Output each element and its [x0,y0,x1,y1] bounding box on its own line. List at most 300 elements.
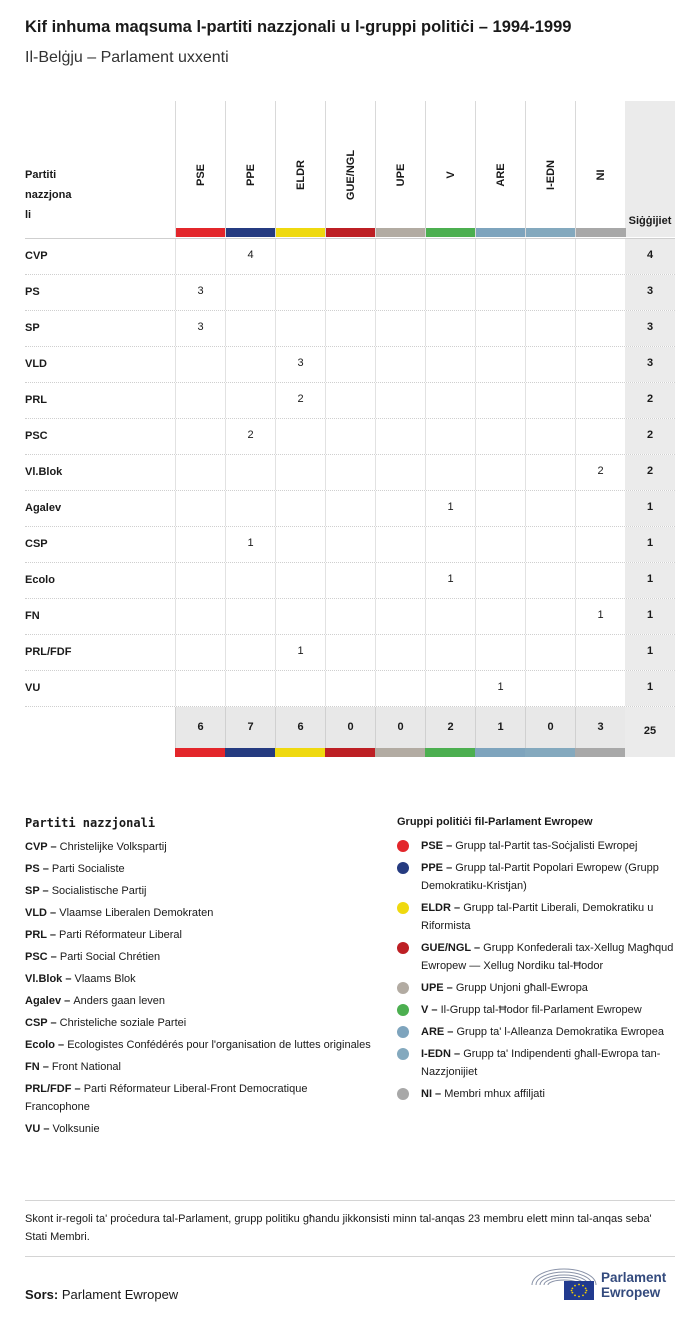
seat-cell [475,563,525,598]
seat-cell [175,239,225,274]
group-color-bar [576,228,626,237]
seat-cell [325,383,375,418]
group-total: 6 [175,707,225,748]
group-full-name: Grupp tal-Partit tas-Soċjalisti Ewropej [455,840,638,852]
party-legend-item: CVP – Christelijke Volkspartij [25,841,167,853]
party-code: VLD [25,907,47,919]
seat-cell [275,491,325,526]
party-full-name: Parti Réformateur Liberal [59,929,182,941]
seat-cell [475,383,525,418]
seat-cell: 3 [175,311,225,346]
row-total: 3 [625,275,675,310]
group-code-label: V [445,171,457,179]
group-legend-item: PPE – Grupp tal-Partit Popolari Ewropew (Grupp Demokratiku-Kristjan) [397,859,682,895]
group-color-bar [425,748,475,757]
group-code: NI [421,1088,432,1100]
party-legend-item: VLD – Vlaamse Liberalen Demokraten [25,907,214,919]
party-full-name: Socialistische Partij [51,885,147,897]
seat-cell: 1 [425,491,475,526]
seat-cell [525,491,575,526]
table-row [25,491,675,527]
seat-cell: 1 [275,635,325,670]
row-total: 1 [625,635,675,670]
party-code: PSC [25,951,48,963]
seat-cell [175,563,225,598]
party-name: PRL [25,394,47,406]
seat-cell [575,419,625,454]
seat-cell [325,347,375,382]
group-code-label: ARE [495,163,507,187]
seat-cell [325,491,375,526]
table-row [25,419,675,455]
seat-cell [225,455,275,490]
seat-cell [575,275,625,310]
seat-cell [525,419,575,454]
group-code: I-EDN [421,1048,451,1060]
seat-cell [325,635,375,670]
seat-cell [375,563,425,598]
table-row [25,671,675,707]
row-total: 1 [625,671,675,706]
seat-cell [275,311,325,346]
seat-cell [225,311,275,346]
group-legend-item: PSE – Grupp tal-Partit tas-Soċjalisti Ewropej [397,837,682,855]
seat-cell [475,455,525,490]
party-name: SP [25,322,40,334]
group-color-dot [397,1004,409,1016]
seat-cell [275,239,325,274]
seat-cell: 3 [275,347,325,382]
seat-cell [325,671,375,706]
seat-cell [575,311,625,346]
group-total: 6 [275,707,325,748]
seat-cell [375,311,425,346]
party-code: Vl.Blok [25,973,63,985]
seat-cell: 1 [475,671,525,706]
seat-cell [375,527,425,562]
group-total: 7 [225,707,275,748]
page-title: Kif inhuma maqsuma l-partiti nazzjonali u l-gruppi politiċi – 1994-1999 [25,18,572,36]
group-full-name: Grupp ta' Indipendenti għall-Ewropa tan-Nazzjonijiet [421,1048,661,1078]
seat-cell [375,455,425,490]
group-color-dot [397,902,409,914]
group-total: 1 [475,707,525,748]
seat-cell [175,671,225,706]
seat-cell [525,635,575,670]
group-color-bar [226,228,276,237]
seat-cell [525,563,575,598]
party-code: SP [25,885,40,897]
party-legend [25,816,375,1142]
seat-cell [475,491,525,526]
party-legend-item: SP – Socialistische Partij [25,885,147,897]
seat-cell [175,455,225,490]
row-total: 1 [625,527,675,562]
group-color-bar [326,228,376,237]
table-row [25,527,675,563]
party-code: Ecolo [25,1039,55,1051]
group-column-header [575,101,626,237]
table-body [25,239,675,707]
party-name: CSP [25,538,48,550]
party-full-name: Ecologistes Confédérés pour l'organisation de luttes originales [67,1039,371,1051]
footnote: Skont ir-regoli ta' proċedura tal-Parlament, grupp politiku għandu jikkonsisti minn tal-anqas 23 membru elett minn tal-anqas seba' Stati Membri. [25,1200,675,1257]
group-code-label: UPE [395,163,407,187]
distribution-table [25,101,675,757]
party-legend-list [25,838,375,1138]
group-column-header [425,101,476,237]
group-code-label: I-EDN [545,160,557,190]
group-color-bar [475,748,525,757]
table-row [25,599,675,635]
row-total: 3 [625,311,675,346]
party-legend-item: CSP – Christeliche soziale Partei [25,1017,187,1029]
group-legend-item: NI – Membri mhux affiljati [397,1085,682,1103]
group-color-bar [525,748,575,757]
seat-cell [575,347,625,382]
group-color-dot [397,942,409,954]
party-code: Agalev [25,995,62,1007]
party-name: VU [25,682,41,694]
group-code-label: ELDR [295,160,307,190]
party-legend-item: PSC – Parti Social Chrétien [25,951,161,963]
group-color-dot [397,862,409,874]
seat-cell: 2 [575,455,625,490]
page-subtitle: Il-Belġju – Parlament uxxenti [25,49,229,66]
seat-cell [575,239,625,274]
party-legend-title: Partiti nazzjonali [25,816,156,830]
party-full-name: Parti Socialiste [51,863,125,875]
seat-cell [325,419,375,454]
party-name: Agalev [25,502,62,514]
seat-cell: 3 [175,275,225,310]
seat-cell [525,455,575,490]
seat-cell [225,599,275,634]
table-row [25,347,675,383]
source-line [25,1287,178,1302]
group-column-header [225,101,276,237]
seat-cell [425,239,475,274]
group-column-header [375,101,426,237]
party-code: FN [25,1061,40,1073]
seat-cell [525,599,575,634]
party-legend-item: Ecolo – Ecologistes Confédérés pour l'organisation de luttes originales [25,1039,371,1051]
party-full-name: Christelijke Volkspartij [59,841,167,853]
group-code-label: PPE [245,163,257,187]
seat-cell [525,383,575,418]
party-full-name: Christeliche soziale Partei [59,1017,187,1029]
group-total: 3 [575,707,625,748]
logo-line-1: Parlament [601,1270,667,1285]
party-name: FN [25,610,40,622]
group-code-label: GUE/NGL [345,149,357,201]
seat-cell [375,347,425,382]
seat-cell [325,311,375,346]
seat-cell [275,275,325,310]
group-full-name: Il-Grupp tal-Ħodor fil-Parlament Ewropew [440,1004,642,1016]
seat-cell [425,671,475,706]
seat-cell [175,419,225,454]
party-name: PS [25,286,40,298]
group-legend-title: Gruppi politiċi fil-Parlament Ewropew [397,816,593,828]
seat-cell: 4 [225,239,275,274]
seat-cell [575,491,625,526]
group-color-bar [575,748,625,757]
seat-cell: 1 [225,527,275,562]
group-code: ARE [421,1026,445,1038]
seat-cell [525,347,575,382]
seat-cell [575,635,625,670]
party-full-name: Volksunie [52,1123,100,1135]
group-color-dot [397,1088,409,1100]
group-color-dot [397,840,409,852]
party-full-name: Vlaamse Liberalen Demokraten [59,907,214,919]
seat-cell [475,635,525,670]
group-color-bar [225,748,275,757]
group-legend-item: UPE – Grupp Unjoni għall-Ewropa [397,979,682,997]
group-total: 0 [325,707,375,748]
seat-cell [325,563,375,598]
seat-cell [225,671,275,706]
group-column-header [275,101,326,237]
group-total: 0 [525,707,575,748]
group-color-bar [476,228,526,237]
party-full-name: Vlaams Blok [74,973,136,985]
group-full-name: Grupp tal-Partit Liberali, Demokratiku u Riformista [421,902,654,932]
seat-cell [375,383,425,418]
seat-cell [225,275,275,310]
party-legend-item: Vl.Blok – Vlaams Blok [25,973,136,985]
party-code: PRL [25,929,47,941]
party-full-name: Anders gaan leven [73,995,166,1007]
table-row [25,311,675,347]
seat-cell [425,311,475,346]
seat-cell [325,239,375,274]
seat-cell [275,527,325,562]
group-column-header [525,101,576,237]
party-legend-item: Agalev – Anders gaan leven [25,995,166,1007]
parliament-logo [530,1263,680,1301]
source-value: Parlament Ewropew [61,1287,179,1302]
group-color-dot [397,1026,409,1038]
seats-header-label: Siġġijiet [628,215,672,227]
group-legend-item: ARE – Grupp ta' l-Alleanza Demokratika Ewropea [397,1023,682,1041]
group-full-name: Grupp ta' l-Alleanza Demokratika Ewropea [456,1026,664,1038]
table-row [25,455,675,491]
seat-cell [525,311,575,346]
seat-cell [375,239,425,274]
group-code: PSE [421,840,444,852]
seat-cell [325,599,375,634]
seat-cell [375,491,425,526]
group-color-bar [426,228,476,237]
group-code: UPE [421,982,444,994]
group-color-bar [176,228,226,237]
seat-cell [275,599,325,634]
row-total: 2 [625,455,675,490]
party-full-name: Parti Social Chrétien [59,951,161,963]
seat-cell [375,671,425,706]
seat-cell [425,599,475,634]
party-legend-item: PS – Parti Socialiste [25,863,125,875]
seat-cell [475,527,525,562]
seat-cell [275,563,325,598]
logo-line-2: Ewropew [601,1285,661,1300]
seat-cell [325,527,375,562]
seat-cell [225,347,275,382]
seat-cell [325,455,375,490]
group-color-bar [376,228,426,237]
seat-cell [175,383,225,418]
seat-cell [475,311,525,346]
group-color-bar [175,748,225,757]
seat-cell [375,599,425,634]
party-code: PS [25,863,40,875]
group-full-name: Grupp Konfederali tax-Xellug Magħqud Ewropew — Xellug Nordiku tal-Ħodor [421,942,674,972]
group-legend-item: GUE/NGL – Grupp Konfederali tax-Xellug Magħqud Ewropew — Xellug Nordiku tal-Ħodor [397,939,682,975]
row-total: 2 [625,419,675,454]
party-name: PSC [25,430,48,442]
party-legend-item: PRL – Parti Réformateur Liberal [25,929,182,941]
group-legend-item: V – Il-Grupp tal-Ħodor fil-Parlament Ewropew [397,1001,682,1019]
party-name: Vl.Blok [25,466,63,478]
seat-cell [575,671,625,706]
row-total: 4 [625,239,675,274]
group-color-dot [397,1048,409,1060]
party-code: CVP [25,841,48,853]
seat-cell [525,239,575,274]
party-name: PRL/FDF [25,646,72,658]
totals-row [25,707,675,757]
party-legend-item: PRL/FDF – Parti Réformateur Liberal-Front Democratique Francophone [25,1083,308,1113]
table-row [25,563,675,599]
seat-cell [225,383,275,418]
table-row [25,275,675,311]
seat-cell [425,275,475,310]
group-full-name: Grupp Unjoni għall-Ewropa [455,982,588,994]
group-legend-list [397,837,682,1103]
seat-cell [575,563,625,598]
seat-cell [275,419,325,454]
group-total: 2 [425,707,475,748]
table-header [25,101,675,239]
seat-cell [375,275,425,310]
seats-column-header [625,101,675,237]
group-code: GUE/NGL [421,942,471,954]
source-label: Sors: [25,1287,59,1302]
seat-cell [575,527,625,562]
group-color-bar [276,228,326,237]
seat-cell: 2 [275,383,325,418]
group-code: PPE [421,862,444,874]
seat-cell [325,275,375,310]
seat-cell [225,635,275,670]
seat-cell [525,275,575,310]
group-code-label: PSE [195,163,207,187]
seat-cell [175,527,225,562]
group-column-header [475,101,526,237]
party-code: CSP [25,1017,48,1029]
group-legend-item: I-EDN – Grupp ta' Indipendenti għall-Ewropa tan-Nazzjonijiet [397,1045,682,1081]
group-code: V [421,1004,429,1016]
party-code: VU [25,1123,41,1135]
seat-cell [275,671,325,706]
seat-cell [425,635,475,670]
group-legend-item: ELDR – Grupp tal-Partit Liberali, Demokratiku u Riformista [397,899,682,935]
seat-cell [175,491,225,526]
group-color-dot [397,982,409,994]
seat-cell [425,455,475,490]
party-column-header: Partiti nazzjona li [25,169,72,221]
group-color-bar [526,228,576,237]
table-row [25,635,675,671]
group-color-bar [325,748,375,757]
party-code: PRL/FDF [25,1083,72,1095]
row-total: 1 [625,599,675,634]
party-full-name: Front National [51,1061,121,1073]
seat-cell [575,383,625,418]
party-legend-item: VU – Volksunie [25,1123,100,1135]
group-legend [397,816,682,1107]
party-name: VLD [25,358,47,370]
seat-cell [475,239,525,274]
seat-cell: 2 [225,419,275,454]
table-row [25,383,675,419]
group-color-bar [275,748,325,757]
row-total: 1 [625,491,675,526]
hemicycle-icon [530,1263,598,1301]
group-total: 0 [375,707,425,748]
seat-cell [475,419,525,454]
seat-cell: 1 [575,599,625,634]
row-total: 2 [625,383,675,418]
seat-cell [175,599,225,634]
seat-cell [425,419,475,454]
group-code-label: NI [595,169,607,181]
seat-cell: 1 [425,563,475,598]
seat-cell [175,347,225,382]
seat-cell [225,563,275,598]
row-total: 3 [625,347,675,382]
seat-cell [475,599,525,634]
seat-cell [375,419,425,454]
group-full-name: Membri mhux affiljati [444,1088,545,1100]
group-column-header [325,101,376,237]
group-code: ELDR [421,902,451,914]
table-row [25,239,675,275]
group-color-bar [375,748,425,757]
party-name: Ecolo [25,574,55,586]
seat-cell [425,383,475,418]
seat-cell [425,527,475,562]
seat-cell [425,347,475,382]
party-legend-item: FN – Front National [25,1061,121,1073]
seat-cell [175,635,225,670]
seat-cell [525,527,575,562]
seat-cell [375,635,425,670]
grand-total: 25 [625,707,675,757]
group-column-header [175,101,226,237]
seat-cell [475,347,525,382]
seat-cell [525,671,575,706]
group-full-name: Grupp tal-Partit Popolari Ewropew (Grupp Demokratiku-Kristjan) [421,862,659,892]
seat-cell [475,275,525,310]
row-total: 1 [625,563,675,598]
seat-cell [275,455,325,490]
party-full-name: Parti Réformateur Liberal-Front Democratique Francophone [25,1083,308,1113]
party-name: CVP [25,250,48,262]
seat-cell [225,491,275,526]
